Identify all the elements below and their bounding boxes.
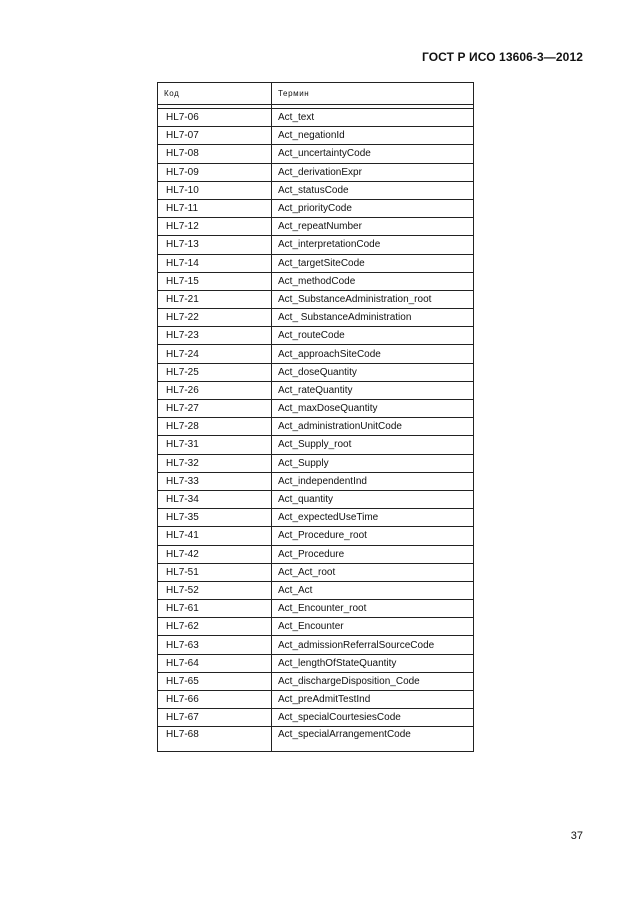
code-cell: HL7-34	[158, 490, 272, 508]
table-row	[158, 218, 474, 236]
code-cell: HL7-28	[158, 418, 272, 436]
table-row	[158, 199, 474, 217]
code-cell: HL7-25	[158, 363, 272, 381]
term-cell: Act_uncertaintyCode	[272, 145, 474, 163]
term-cell: Act_preAdmitTestInd	[272, 691, 474, 709]
term-cell: Act_Supply_root	[272, 436, 474, 454]
term-cell: Act_specialArrangementCode	[272, 727, 474, 752]
term-cell: Act_independentInd	[272, 472, 474, 490]
table-row	[158, 563, 474, 581]
code-cell: HL7-62	[158, 618, 272, 636]
code-cell: HL7-21	[158, 290, 272, 308]
term-cell: Act_doseQuantity	[272, 363, 474, 381]
code-cell: HL7-65	[158, 672, 272, 690]
code-cell: HL7-64	[158, 654, 272, 672]
table-row	[158, 254, 474, 272]
term-cell: Act_administrationUnitCode	[272, 418, 474, 436]
code-cell: HL7-12	[158, 218, 272, 236]
term-cell: Act_SubstanceAdministration_root	[272, 290, 474, 308]
table-body	[158, 109, 474, 752]
term-cell: Act_Procedure	[272, 545, 474, 563]
code-cell: HL7-33	[158, 472, 272, 490]
term-cell: Act_rateQuantity	[272, 381, 474, 399]
table-row	[158, 345, 474, 363]
term-cell: Act_routeCode	[272, 327, 474, 345]
term-cell: Act_maxDoseQuantity	[272, 400, 474, 418]
table-row	[158, 709, 474, 727]
table-header	[158, 83, 474, 109]
table-row	[158, 727, 474, 752]
code-cell: HL7-15	[158, 272, 272, 290]
table-row	[158, 181, 474, 199]
code-cell: HL7-32	[158, 454, 272, 472]
code-cell: HL7-66	[158, 691, 272, 709]
table-row	[158, 654, 474, 672]
code-cell: HL7-42	[158, 545, 272, 563]
code-cell: HL7-14	[158, 254, 272, 272]
term-cell: Act_Supply	[272, 454, 474, 472]
table-row	[158, 327, 474, 345]
term-cell: Act_statusCode	[272, 181, 474, 199]
table-row	[158, 400, 474, 418]
code-cell: HL7-41	[158, 527, 272, 545]
table-row	[158, 290, 474, 308]
table-row	[158, 418, 474, 436]
term-cell: Act_repeatNumber	[272, 218, 474, 236]
code-cell: HL7-13	[158, 236, 272, 254]
code-cell: HL7-52	[158, 581, 272, 599]
standard-designation: ГОСТ Р ИСО 13606-3—2012	[421, 50, 583, 64]
table-row	[158, 127, 474, 145]
table-row	[158, 472, 474, 490]
table-row	[158, 454, 474, 472]
term-cell: Act_admissionReferralSourceCode	[272, 636, 474, 654]
table-row	[158, 436, 474, 454]
table-row	[158, 109, 474, 127]
table-row	[158, 309, 474, 327]
table-row	[158, 672, 474, 690]
code-cell: HL7-51	[158, 563, 272, 581]
code-term-table	[157, 82, 474, 752]
term-cell: Act_dischargeDisposition_Code	[272, 672, 474, 690]
code-cell: HL7-35	[158, 509, 272, 527]
page-number: 37	[570, 830, 583, 842]
term-cell: Act_derivationExpr	[272, 163, 474, 181]
table-row	[158, 490, 474, 508]
term-cell: Act_interpretationCode	[272, 236, 474, 254]
table-row	[158, 527, 474, 545]
term-cell: Act_Procedure_root	[272, 527, 474, 545]
code-cell: HL7-23	[158, 327, 272, 345]
code-cell: HL7-11	[158, 199, 272, 217]
code-cell: HL7-10	[158, 181, 272, 199]
table-row	[158, 236, 474, 254]
table-row	[158, 581, 474, 599]
term-cell: Act_approachSiteCode	[272, 345, 474, 363]
code-cell: HL7-07	[158, 127, 272, 145]
table-row	[158, 163, 474, 181]
code-cell: HL7-08	[158, 145, 272, 163]
table-row	[158, 618, 474, 636]
table-row	[158, 600, 474, 618]
code-cell: HL7-22	[158, 309, 272, 327]
code-cell: HL7-68	[158, 727, 272, 752]
code-cell: HL7-06	[158, 109, 272, 127]
code-cell: HL7-27	[158, 400, 272, 418]
term-cell: Act_Encounter	[272, 618, 474, 636]
code-cell: HL7-67	[158, 709, 272, 727]
code-cell: HL7-24	[158, 345, 272, 363]
table-row	[158, 272, 474, 290]
term-cell: Act_Encounter_root	[272, 600, 474, 618]
term-cell: Act_text	[272, 109, 474, 127]
term-cell: Act_Act	[272, 581, 474, 599]
term-cell: Act_ SubstanceAdministration	[272, 309, 474, 327]
column-header-code: Код	[158, 83, 272, 105]
table-row	[158, 363, 474, 381]
table-row	[158, 545, 474, 563]
term-cell: Act_targetSiteCode	[272, 254, 474, 272]
term-cell: Act_negationId	[272, 127, 474, 145]
code-cell: HL7-31	[158, 436, 272, 454]
term-cell: Act_specialCourtesiesCode	[272, 709, 474, 727]
table-row	[158, 509, 474, 527]
code-cell: HL7-63	[158, 636, 272, 654]
table-row	[158, 636, 474, 654]
table-row	[158, 381, 474, 399]
table-row	[158, 145, 474, 163]
code-cell: HL7-61	[158, 600, 272, 618]
column-header-term: Термин	[272, 83, 474, 105]
term-cell: Act_quantity	[272, 490, 474, 508]
code-cell: HL7-09	[158, 163, 272, 181]
term-cell: Act_lengthOfStateQuantity	[272, 654, 474, 672]
term-cell: Act_priorityCode	[272, 199, 474, 217]
code-cell: HL7-26	[158, 381, 272, 399]
code-term-table-container	[157, 82, 473, 752]
term-cell: Act_Act_root	[272, 563, 474, 581]
term-cell: Act_expectedUseTime	[272, 509, 474, 527]
term-cell: Act_methodCode	[272, 272, 474, 290]
table-row	[158, 691, 474, 709]
